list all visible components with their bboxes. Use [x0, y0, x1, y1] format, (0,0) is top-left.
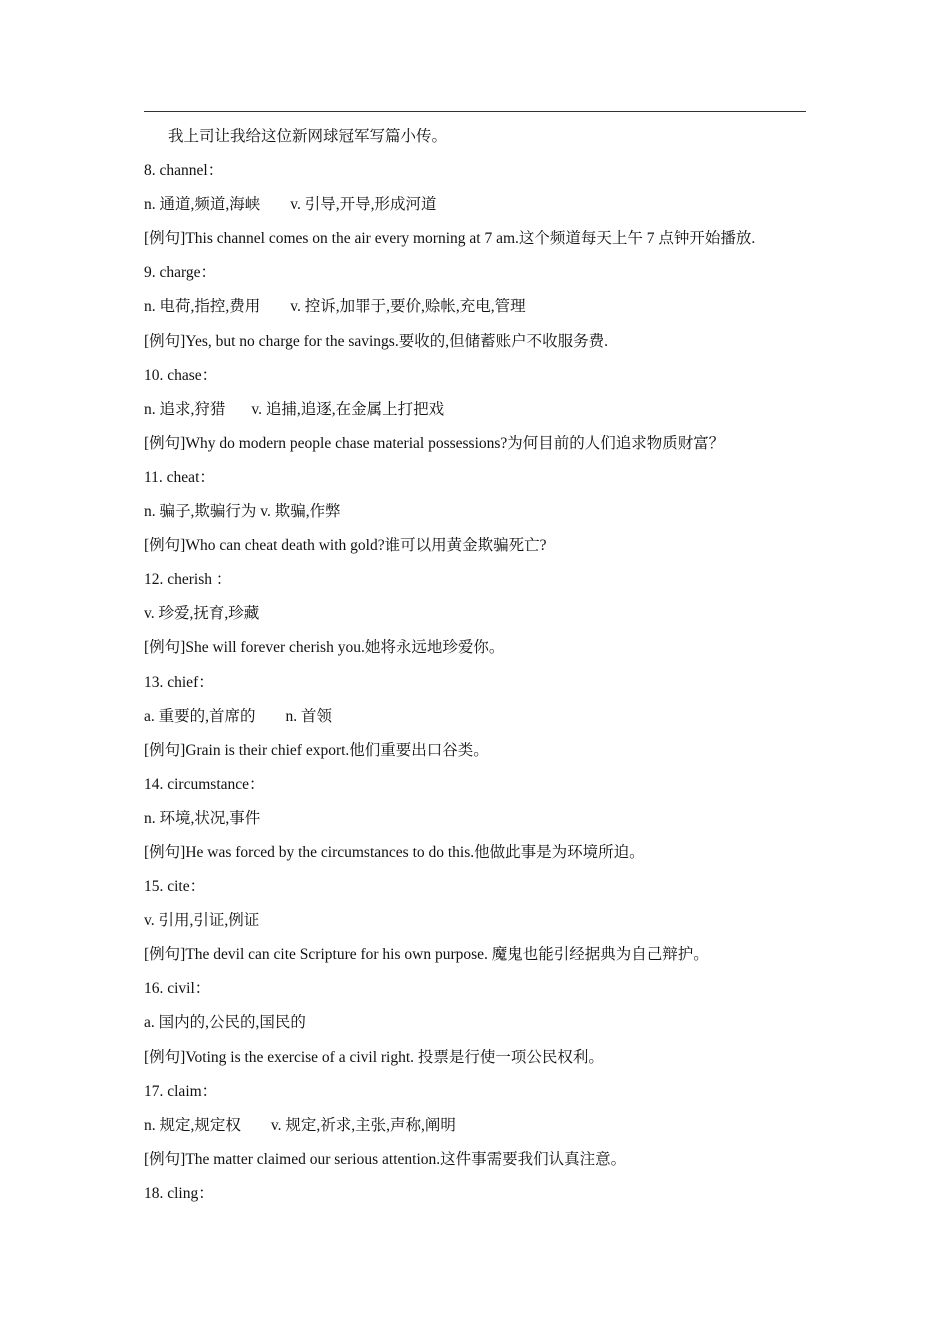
- entry-head: 8. channel：: [144, 162, 224, 180]
- header-rule: [144, 111, 806, 112]
- entry-example: [例句]The matter claimed our serious attention.这件事需要我们认真注意。: [144, 1150, 627, 1168]
- entry-example: [例句]Why do modern people chase material possessions?为何目前的人们追求物质财富？: [144, 434, 725, 452]
- entry-head: 14. circumstance：: [144, 775, 265, 793]
- intro-line: 我上司让我给这位新网球冠军写篇小传。: [168, 128, 448, 145]
- entry: [144, 359, 824, 461]
- entry-head: 18. cling：: [144, 1184, 214, 1202]
- entry-definition: n. 骗子,欺骗行为 v. 欺骗,作弊: [144, 503, 341, 521]
- entry-head: 11. cheat：: [144, 468, 215, 486]
- entry-example: [例句]She will forever cherish you.她将永远地珍爱你。: [144, 639, 505, 657]
- entry: [144, 972, 824, 1074]
- entry-example: [例句]Yes, but no charge for the savings.要收的,但储蓄账户不收服务费.: [144, 332, 608, 350]
- entry-example: [例句]This channel comes on the air every morning at 7 am.这个频道每天上午 7 点钟开始播放.: [144, 230, 756, 248]
- entry-example: [例句]Who can cheat death with gold?谁可以用黄金欺骗死亡?: [144, 537, 547, 555]
- entry-example: [例句]Voting is the exercise of a civil right. 投票是行使一项公民权利。: [144, 1048, 604, 1066]
- entry-head: 13. chief：: [144, 673, 214, 691]
- entry-definition: n. 环境,状况,事件: [144, 809, 261, 827]
- entry: [144, 256, 824, 358]
- entry: [144, 666, 824, 768]
- entry-definition: v. 引用,引证,例证: [144, 912, 260, 930]
- entry-definition: n. 通道,频道,海峡 v. 引导,开导,形成河道: [144, 196, 437, 214]
- entry-definition: a. 国内的,公民的,国民的: [144, 1014, 306, 1032]
- entry-head: 10. chase：: [144, 366, 218, 384]
- entry-definition: n. 规定,规定权 v. 规定,祈求,主张,声称,阐明: [144, 1116, 456, 1134]
- entry: [144, 154, 824, 256]
- entry: [144, 1075, 824, 1177]
- entry-head: 9. charge：: [144, 264, 217, 282]
- entry-definition: v. 珍爱,抚育,珍藏: [144, 605, 260, 623]
- entry-definition: n. 追求,狩猎 v. 追捕,追逐,在金属上打把戏: [144, 400, 445, 418]
- entry-head: 17. claim：: [144, 1082, 218, 1100]
- entry: [144, 563, 824, 665]
- entry-definition: a. 重要的,首席的 n. 首领: [144, 707, 333, 725]
- entry-example: [例句]The devil can cite Scripture for his own purpose. 魔鬼也能引经据典为自己辩护。: [144, 946, 709, 964]
- entry-head: 12. cherish ：: [144, 571, 232, 589]
- entry-head: 16. civil：: [144, 980, 211, 998]
- entry-example: [例句]He was forced by the circumstances to do this.他做此事是为环境所迫。: [144, 843, 645, 861]
- document-body: [144, 120, 824, 1211]
- entry: [144, 768, 824, 870]
- entry: [144, 870, 824, 972]
- entry-example: [例句]Grain is their chief export.他们重要出口谷类。: [144, 741, 489, 759]
- entry: [144, 461, 824, 563]
- entry-head: 15. cite：: [144, 878, 206, 896]
- entry-definition: n. 电荷,指控,费用 v. 控诉,加罪于,要价,赊帐,充电,管理: [144, 298, 526, 316]
